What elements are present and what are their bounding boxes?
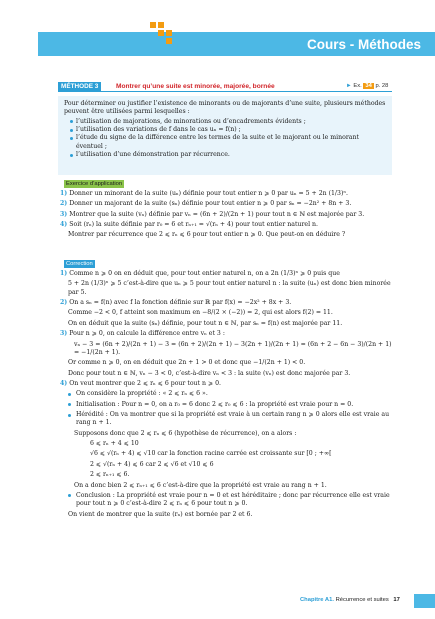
correction-line [60, 330, 395, 338]
correction-number: 1) [60, 270, 68, 277]
correction-text: On a donc bien 2 ⩽ rₙ₊₁ ⩽ 6 c’est-à-dire que la propriété est vraie au rang n + 1. [74, 481, 327, 489]
correction-text: Hérédité : On va montrer que si la propriété est vraie à un certain rang n ⩾ 0 alors elle est vraie au rang n + 1. [76, 411, 390, 427]
correction-line [60, 359, 395, 367]
intro-bullet: l’utilisation d’une démonstration par récurrence. [70, 151, 386, 159]
correction-text: On considère la propriété : « 2 ⩽ rₙ ⩽ 6 ». [76, 390, 208, 398]
correction-text: On vient de montrer que la suite (rₙ) est bornée par 2 et 6. [68, 510, 253, 518]
correction-number: 2) [60, 299, 68, 307]
correction-text: On veut montrer que 2 ⩽ rₙ ⩽ 6 pour tout n ⩾ 0. [69, 379, 222, 387]
correction-line [60, 341, 395, 358]
arrow-right-icon: ► [346, 83, 352, 89]
footer-chapter: Chapitre A1. [300, 597, 334, 603]
exercise-list [60, 190, 395, 242]
correction-line [60, 511, 395, 519]
correction-line [60, 471, 395, 479]
exercise-text: Donner un majorant de la suite (sₙ) définie pour tout entier n ⩾ 0 par sₙ = −2n² + 8n + 3. [69, 200, 352, 208]
page-number: 17 [393, 597, 400, 603]
correction-text: 5 + 2n (1/3)ⁿ ⩾ 5 c’est-à-dire que uₙ ⩾ 5 pour tout entier naturel n : la suite (uₙ) est donc bien minorée par 5. [68, 280, 391, 296]
exercise-item [60, 200, 395, 208]
footer [300, 597, 400, 605]
correction-line [60, 411, 395, 428]
correction-line [60, 380, 395, 388]
correction-number: 3) [60, 330, 68, 338]
exercise-text: Montrer que la suite (vₙ) définie par vₙ = (6n + 2)/(2n + 1) pour tout n ∈ ℕ est majorée par 3. [69, 210, 365, 218]
method-title: Montrer qu’une suite est minorée, majorée, bornée [116, 83, 275, 90]
intro-bullet: l’utilisation de majorations, de minorations ou d’encadrements évidents ; [70, 118, 386, 126]
decorative-squares [150, 22, 180, 52]
method-tag: MÉTHODE 3 [58, 82, 101, 91]
exercise-reference[interactable] [346, 82, 388, 91]
correction-text: Comme −2 < 0, f atteint son maximum en −8/(2 × (−2)) = 2, qui est alors f(2) = 11. [68, 309, 333, 317]
correction-text: Conclusion : La propriété est vraie pour n = 0 et est héréditaire ; donc par récurrence elle est vraie pour tout n ⩾ 0 c’est-à-dire 2 ⩽ rₙ ⩽ 6 pour tout n ⩾ 0. [76, 491, 390, 508]
correction-text: Or comme n ⩾ 0, on en déduit que 2n + 1 > 0 et donc que −1/(2n + 1) < 0. [68, 359, 306, 367]
exercise-item [60, 221, 395, 229]
footer-title: Récurrence et suites [335, 597, 389, 603]
correction-text: Initialisation : Pour n = 0, on a r₀ = 6 donc 2 ⩽ r₀ ⩽ 6 : la propriété est vraie pour n = 0. [76, 400, 354, 408]
exref-page: p. 28 [375, 83, 389, 89]
correction-line [60, 440, 395, 448]
correction-text: On en déduit que la suite (sₙ) définie, pour tout n ∈ ℕ, par sₙ = f(n) est majorée par 11. [68, 319, 343, 327]
exercise-number: 2) [60, 200, 68, 208]
correction-line [60, 320, 395, 328]
exercise-item [60, 190, 395, 198]
correction-line [60, 482, 395, 490]
correction-line [60, 270, 395, 278]
exercise-text: Soit (rₙ) la suite définie par r₀ = 6 et rₙ₊₁ = √(rₙ + 4) pour tout entier naturel n. [69, 221, 318, 229]
correction-text: Pour n ⩾ 0, on calcule la différence entre vₙ et 3 : [69, 330, 225, 338]
correction-text: 2 ⩽ rₙ₊₁ ⩽ 6. [90, 471, 130, 479]
correction-number: 4) [60, 379, 68, 387]
correction-line [60, 370, 395, 378]
correction-line [60, 390, 395, 398]
correction-text: Supposons donc que 2 ⩽ rₙ ⩽ 6 (hypothèse de récurrence), on a alors : [74, 429, 297, 437]
correction-text: vₙ − 3 = (6n + 2)/(2n + 1) − 3 = (6n + 2)/(2n + 1) − 3(2n + 1)/(2n + 1) = (6n + 2 − 6n − 3)/(2n + 1) = −1/(2n + 1). [74, 340, 392, 356]
method-header [58, 82, 392, 92]
page-title: Cours - Méthodes [306, 37, 421, 52]
correction-text: On a sₙ = f(n) avec f la fonction définie sur ℝ par f(x) = −2x² + 8x + 3. [69, 299, 292, 307]
correction-line [60, 461, 395, 469]
correction-text: Donc pour tout n ∈ ℕ, vₙ − 3 < 0, c’est-à-dire vₙ < 3 : la suite (vₙ) est donc majorée par 3. [68, 369, 351, 377]
exercise-number: 1) [60, 190, 68, 197]
correction-text: Comme n ⩾ 0 on en déduit que, pour tout entier naturel n, on a 2n (1/3)ⁿ ⩾ 0 puis que [69, 270, 340, 277]
exercise-item [60, 211, 395, 219]
correction-body [60, 270, 395, 521]
correction-text: √6 ⩽ √(rₙ + 4) ⩽ √10 car la fonction racine carrée est croissante sur [0 ; +∞[ [90, 450, 332, 458]
correction-line [60, 492, 395, 509]
exercise-text: Donner un minorant de la suite (uₙ) définie pour tout entier n ⩾ 0 par uₙ = 5 + 2n (1/3)ⁿ. [69, 190, 349, 197]
correction-line [60, 401, 395, 409]
intro-lead: Pour déterminer ou justifier l’existence de minorants ou de majorants d’une suite, plusieurs méthodes peuvent être utilisées parmi lesquelles : [64, 100, 386, 116]
correction-tag: Correction [66, 261, 93, 267]
correction-text: 2 ⩽ √(rₙ + 4) ⩽ 6 car 2 ⩽ √6 et √10 ⩽ 6 [90, 460, 214, 468]
intro-bullet: l’utilisation des variations de f dans le cas uₙ = f(n) ; [70, 126, 386, 134]
intro-bullet: l’étude du signe de la différence entre les termes de la suite et le majorant ou le minorant éventuel ; [70, 134, 386, 151]
exercise-item [60, 231, 395, 239]
correction-text: 6 ⩽ rₙ + 4 ⩽ 10 [90, 440, 139, 448]
correction-line [60, 430, 395, 438]
exercise-tag: Exercice d’application [66, 181, 123, 187]
exref-prefix: Ex. [353, 83, 362, 89]
correction-line [60, 299, 395, 307]
exref-number: 34 [365, 83, 372, 89]
correction-line [60, 309, 395, 317]
footer-tab [414, 594, 435, 608]
intro-bullet-list [64, 118, 386, 160]
exercise-number: 4) [60, 221, 68, 229]
correction-line [60, 280, 395, 297]
exercise-number: 3) [60, 210, 68, 218]
method-intro-box [58, 96, 392, 175]
correction-line [60, 450, 395, 458]
exercise-text: Montrer par récurrence que 2 ⩽ rₙ ⩽ 6 pour tout entier n ⩾ 0. Que peut-on en déduire ? [68, 231, 346, 239]
